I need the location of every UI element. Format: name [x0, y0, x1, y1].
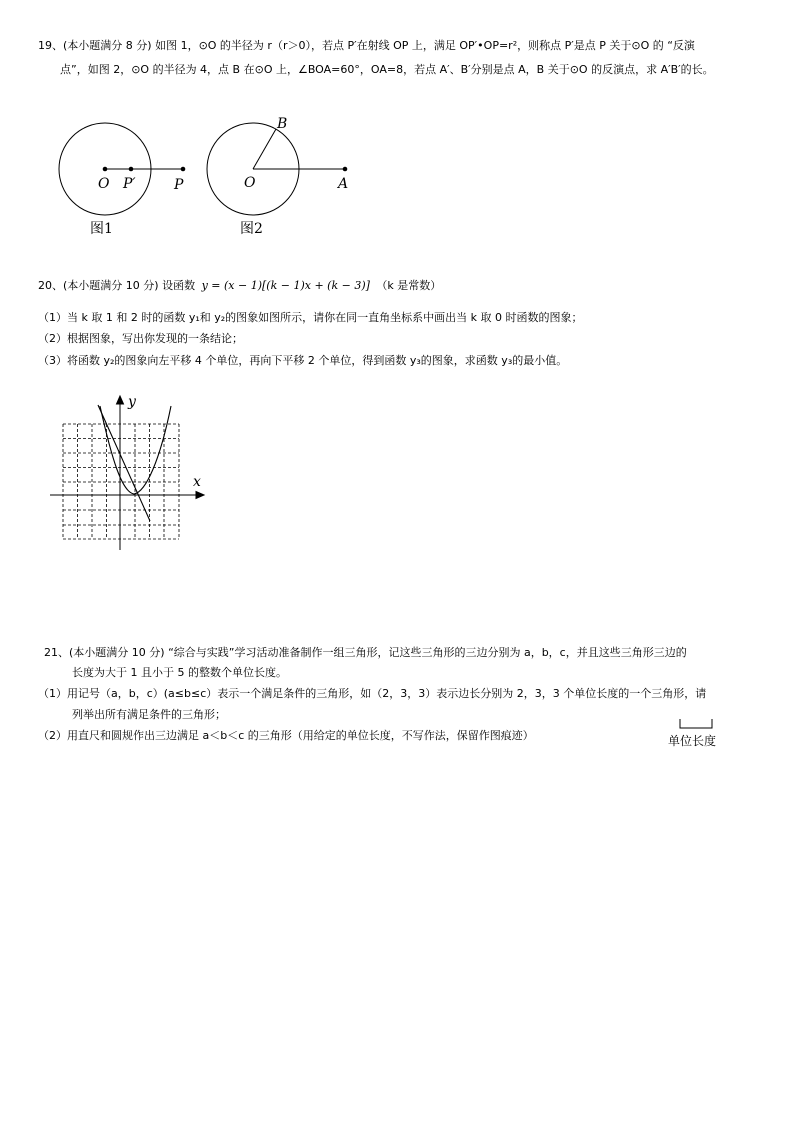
graph-y-label: y	[128, 394, 136, 410]
q21-line-1: 21、(本小题满分 10 分) “综合与实践”学习活动准备制作一组三角形，记这些三角形的三边分别为 a，b，c，并且这些三角形三边的	[44, 646, 687, 659]
fig2-label-b: B	[277, 116, 288, 132]
q20-part-3: （3）将函数 y₂的图象向左平移 4 个单位，再向下平移 2 个单位，得到函数 y₃的图象，求函数 y₃的最小值。	[38, 354, 568, 367]
y-axis-arrow	[117, 396, 124, 404]
fig2-segment-ob	[253, 129, 276, 169]
q20-intro: 20、(本小题满分 10 分) 设函数	[38, 279, 196, 292]
fig2-label-o: O	[244, 175, 256, 191]
q20-function-graph	[44, 390, 214, 555]
fig1-label-pprime: P′	[123, 176, 136, 192]
graph-parabola-y2	[100, 406, 171, 494]
q19-line-1: 19、(本小题满分 8 分) 如图 1，⊙O 的半径为 r（r＞0），若点 P′在射线 OP 上，满足 OP′•OP=r²，则称点 P′是点 P 关于⊙O 的 “反演	[38, 39, 695, 52]
q20-formula: y = (x − 1)[(k − 1)x + (k − 3)]	[201, 279, 370, 292]
fig1-point-pprime	[129, 167, 134, 172]
fig2-caption: 图2	[240, 221, 263, 237]
q20-stem	[38, 278, 441, 294]
x-axis-arrow	[196, 492, 204, 499]
q21-part-1a: （1）用记号（a，b，c）(a≤b≤c）表示一个满足条件的三角形，如（2，3，3）表示边长分别为 2，3，3 个单位长度的一个三角形，请	[38, 687, 707, 700]
fig1-point-o	[103, 167, 108, 172]
graph-axes	[50, 396, 204, 550]
fig1-label-p: P	[174, 177, 184, 193]
fig1-label-o: O	[98, 176, 110, 192]
q21-line-2: 长度为大于 1 且小于 5 的整数个单位长度。	[72, 666, 287, 679]
q20-part-1: （1）当 k 取 1 和 2 时的函数 y₁和 y₂的图象如图所示，请你在同一直角坐标系中画出当 k 取 0 时函数的图象；	[38, 311, 583, 324]
q21-part-1b: 列举出所有满足条件的三角形；	[72, 708, 226, 721]
q20-note: （k 是常数）	[376, 279, 442, 292]
unit-length-bracket	[678, 718, 718, 730]
graph-x-label: x	[193, 474, 201, 490]
figure-2	[200, 112, 360, 240]
fig2-point-a	[343, 167, 348, 172]
fig1-point-p	[181, 167, 186, 172]
q20-part-2: （2）根据图象，写出你发现的一条结论；	[38, 332, 243, 345]
figure-1	[50, 112, 200, 240]
fig2-label-a: A	[338, 176, 349, 192]
graph-grid	[63, 424, 179, 539]
unit-length-label: 单位长度	[668, 734, 717, 748]
q19-line-2: 点”，如图 2，⊙O 的半径为 4，点 B 在⊙O 上，∠BOA=60°，OA=8，若点 A′、B′分别是点 A，B 关于⊙O 的反演点，求 A′B′的长。	[60, 63, 714, 76]
fig1-caption: 图1	[90, 221, 113, 237]
q21-part-2: （2）用直尺和圆规作出三边满足 a＜b＜c 的三角形（用给定的单位长度，不写作法，保留作图痕迹）	[38, 729, 534, 742]
graph-line-y1	[98, 405, 150, 521]
